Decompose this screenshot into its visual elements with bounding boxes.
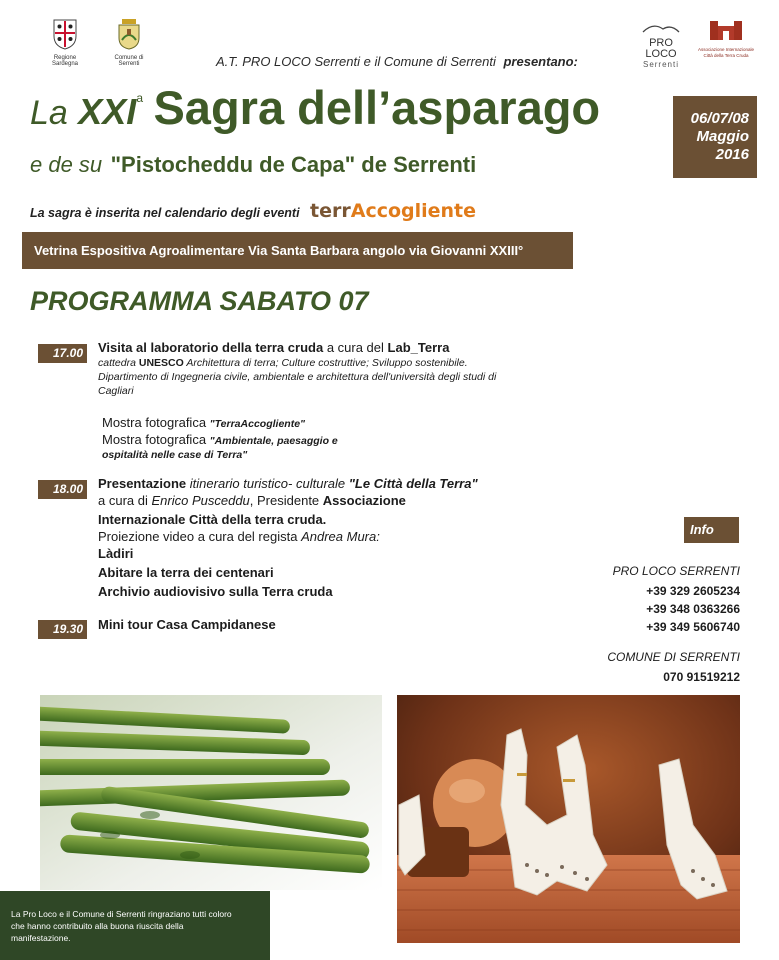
thanks-box: La Pro Loco e il Comune di Serrenti ringraziano tutti coloro che hanno contribuito alla buona riuscita della manifestazione. [0,891,270,960]
event-3: Mini tour Casa Campidanese [98,617,276,632]
date-badge: 06/07/08 Maggio 2016 [673,96,757,178]
hills-icon [641,21,681,33]
comune-serrenti-logo: Comune di Serrenti [106,18,152,67]
programme-title: PROGRAMMA SABATO 07 [30,286,369,316]
event-2: Presentazione itinerario turistico- culturale "Le Città della Terra" a cura di Enrico Pusceddu, Presidente Associazione Internazionale Città della terra cruda. Proiezione video a cura del regista Andrea Mura: Làdiri Abitare la terra dei centenari Archivio audiovisivo sulla Terra cruda [98,476,478,599]
sardegna-crest-icon [52,18,78,50]
vetrina-banner: Vetrina Espositiva Agroalimentare Via Santa Barbara angolo via Giovanni XXIII° [22,232,573,269]
clay-figurines-photo [397,695,740,943]
terraccogliente-brand: terrAccogliente [310,200,477,222]
time-badge-18: 18.00 [38,480,87,499]
asparagus-image [40,695,382,890]
presenters-line: A.T. PRO LOCO Serrenti e il Comune di Serrenti presentano: [216,54,578,69]
event-1-exhibitions: Mostra fotografica "TerraAccogliente" Mostra fotografica "Ambientale, paesaggio e ospitalità nelle case di Terra" [102,415,338,461]
time-badge-17: 17.00 [38,344,87,363]
asparagus-photo [40,695,382,890]
event-1: Visita al laboratorio della terra cruda a cura del Lab_Terra cattedra UNESCO Architettura di terra; Culture costruttive; Sviluppo sostenibile. Dipartimento di Ingegneria civile, ambientale e architettura dell'università degli studi di Cagliari [98,340,497,397]
event-1-description: cattedra UNESCO Architettura di terra; Culture costruttive; Sviluppo sostenibile. Dipartimento di Ingegneria civile, ambientale e architettura dell'università degli studi di Cagliari [98,357,497,397]
regione-sardegna-logo: Regione Sardegna [44,18,86,67]
main-title: La XXI$^a$ Sagra dell’asparago [30,81,601,134]
serrenti-crest-icon [116,18,142,50]
calendar-note: La sagra è inserita nel calendario degli eventi terrAccogliente [30,200,477,222]
info-badge: Info [684,517,739,543]
citta-terra-cruda-logo: Associazione Internazionale Città della Terra Cruda [696,18,756,59]
proloco-logo: PRO LOCO Serrenti [638,20,684,69]
castle-icon [706,18,746,42]
info-contacts: PRO LOCO SERRENTI +39 329 2605234 +39 348 0363266 +39 349 5606740 COMUNE DI SERRENTI 070 91519212 [607,564,740,684]
terracotta-figurines-image [397,695,740,943]
time-badge-19: 19.30 [38,620,87,639]
subtitle: e de su "Pistocheddu de Capa" de Serrenti [30,152,477,177]
